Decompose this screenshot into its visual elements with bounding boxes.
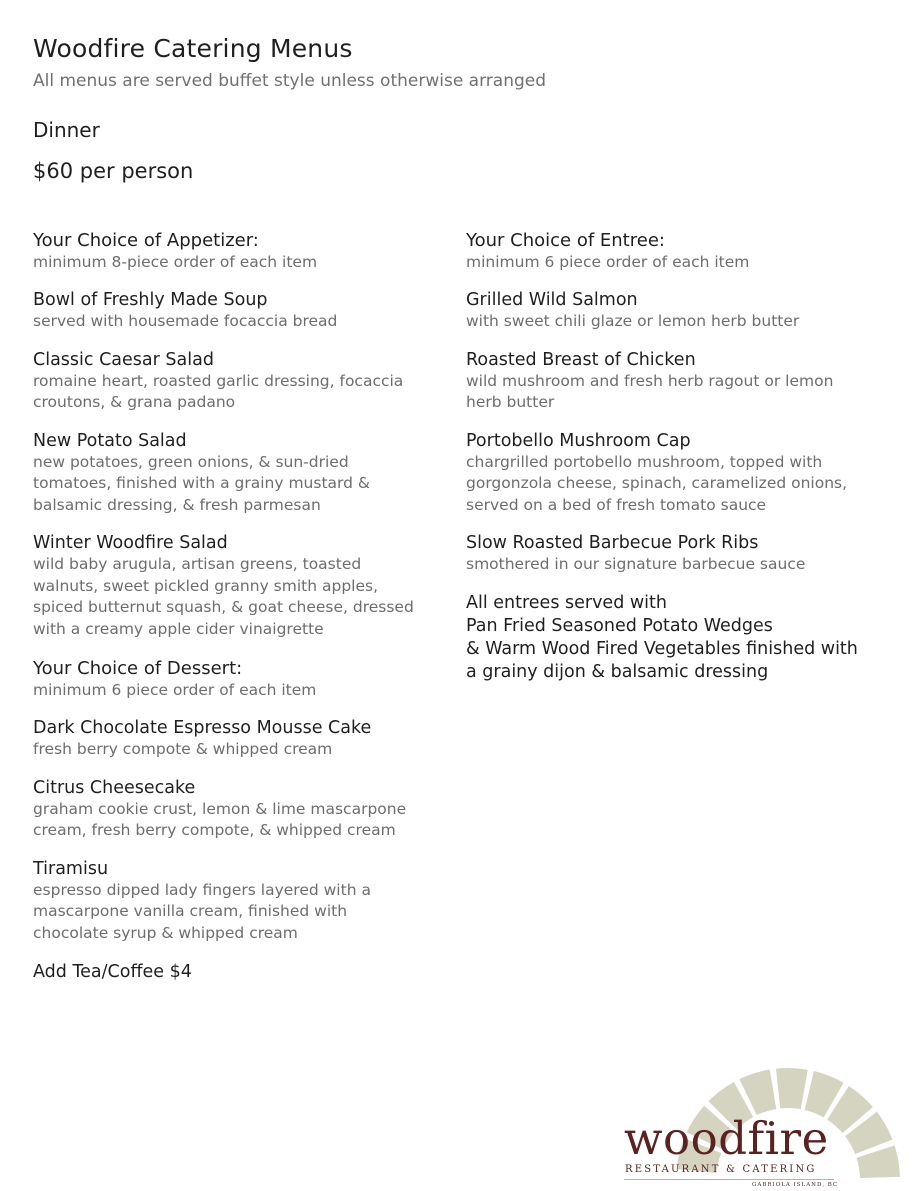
item-name: Portobello Mushroom Cap bbox=[466, 430, 691, 451]
item-desc-line: romaine heart, roasted garlic dressing, focaccia bbox=[33, 371, 404, 390]
item-desc: smothered in our signature barbecue sauce bbox=[466, 555, 806, 573]
item-desc-line: tomatoes, finished with a grainy mustard & bbox=[33, 474, 370, 492]
menu-item bbox=[33, 717, 443, 761]
item-desc bbox=[466, 371, 886, 414]
menu-item bbox=[466, 289, 886, 333]
item-name: Citrus Cheesecake bbox=[33, 777, 196, 798]
menu-item bbox=[33, 430, 443, 517]
item-name: Bowl of Freshly Made Soup bbox=[33, 290, 268, 310]
item-desc bbox=[466, 452, 886, 517]
dessert-note: minimum 6 piece order of each item bbox=[33, 681, 317, 699]
menu-item bbox=[466, 430, 886, 517]
item-desc-line: mascarpone vanilla cream, finished with bbox=[33, 902, 348, 920]
entree-sides bbox=[466, 592, 886, 684]
item-name: Grilled Wild Salmon bbox=[466, 290, 638, 310]
entree-heading: Your Choice of Entree: bbox=[466, 230, 665, 251]
item-desc-line: wild mushroom and fresh herb ragout or lemon bbox=[466, 371, 834, 390]
right-column bbox=[466, 230, 886, 684]
item-desc-line: served on a bed of fresh tomato sauce bbox=[466, 495, 767, 514]
item-desc-line: spiced butternut squash, & goat cheese, dressed bbox=[33, 598, 414, 616]
logo-location: GABRIOLA ISLAND, BC bbox=[752, 1182, 839, 1188]
item-desc: with sweet chili glaze or lemon herb butter bbox=[466, 312, 800, 330]
entree-sides-line: All entrees served with bbox=[466, 592, 668, 613]
left-column bbox=[33, 230, 443, 982]
appetizer-heading: Your Choice of Appetizer: bbox=[33, 230, 259, 251]
entree-note: minimum 6 piece order of each item bbox=[466, 253, 750, 271]
item-desc bbox=[33, 799, 443, 842]
item-desc bbox=[33, 452, 443, 517]
entree-section bbox=[466, 230, 886, 684]
item-desc bbox=[33, 880, 443, 945]
menu-item bbox=[33, 777, 443, 842]
item-desc-line: balsamic dressing, & fresh parmesan bbox=[33, 495, 321, 514]
item-desc: served with housemade focaccia bread bbox=[33, 312, 338, 330]
logo-tagline: RESTAURANT & CATERING bbox=[625, 1164, 817, 1175]
item-name: Slow Roasted Barbecue Pork Ribs bbox=[466, 533, 759, 553]
item-name: Tiramisu bbox=[33, 858, 109, 879]
item-desc bbox=[33, 554, 443, 640]
logo-wordmark: woodfire bbox=[624, 1112, 829, 1165]
entree-sides-line: a grainy dijon & balsamic dressing bbox=[466, 661, 769, 682]
appetizer-note: minimum 8-piece order of each item bbox=[33, 253, 318, 271]
item-desc-line: new potatoes, green onions, & sun-dried bbox=[33, 452, 349, 471]
meal-name: Dinner bbox=[33, 118, 100, 142]
menu-item bbox=[466, 532, 886, 576]
logo-divider bbox=[624, 1179, 834, 1180]
item-desc-line: espresso dipped lady fingers layered with a bbox=[33, 880, 371, 899]
menu-item bbox=[33, 858, 443, 945]
woodfire-logo bbox=[620, 1052, 910, 1187]
page-subtitle: All menus are served buffet style unless otherwise arranged bbox=[33, 71, 547, 91]
tea-coffee-addon: Add Tea/Coffee $4 bbox=[33, 962, 192, 982]
item-desc-line: herb butter bbox=[466, 393, 555, 411]
item-name: Dark Chocolate Espresso Mousse Cake bbox=[33, 718, 372, 738]
item-desc-line: croutons, & grana padano bbox=[33, 393, 236, 411]
item-desc-line: chocolate syrup & whipped cream bbox=[33, 923, 298, 942]
item-desc-line: gorgonzola cheese, spinach, caramelized onions, bbox=[466, 474, 848, 492]
item-desc-line: chargrilled portobello mushroom, topped with bbox=[466, 452, 823, 471]
entree-sides-line: & Warm Wood Fired Vegetables finished with bbox=[466, 638, 858, 659]
item-desc-line: cream, fresh berry compote, & whipped cream bbox=[33, 821, 396, 839]
page-title: Woodfire Catering Menus bbox=[33, 34, 353, 63]
entree-sides-line: Pan Fried Seasoned Potato Wedges bbox=[466, 615, 773, 636]
appetizer-section bbox=[33, 230, 443, 640]
menu-item bbox=[33, 349, 443, 414]
item-desc bbox=[33, 371, 443, 414]
menu-item bbox=[466, 349, 886, 414]
item-desc: fresh berry compote & whipped cream bbox=[33, 740, 333, 758]
price: $60 per person bbox=[33, 159, 194, 183]
item-desc-line: walnuts, sweet pickled granny smith apples, bbox=[33, 576, 379, 595]
item-desc-line: graham cookie crust, lemon & lime mascarpone bbox=[33, 799, 407, 818]
item-name: Classic Caesar Salad bbox=[33, 349, 214, 370]
dessert-heading: Your Choice of Dessert: bbox=[33, 658, 243, 679]
arch-brick bbox=[776, 1068, 808, 1109]
item-name: Roasted Breast of Chicken bbox=[466, 349, 696, 370]
item-desc-line: wild baby arugula, artisan greens, toasted bbox=[33, 555, 362, 573]
item-name: New Potato Salad bbox=[33, 430, 187, 451]
dessert-section bbox=[33, 658, 443, 982]
menu-item bbox=[33, 289, 443, 333]
item-name: Winter Woodfire Salad bbox=[33, 533, 228, 553]
item-desc-line: with a creamy apple cider vinaigrette bbox=[33, 619, 324, 638]
menu-item bbox=[33, 532, 443, 640]
